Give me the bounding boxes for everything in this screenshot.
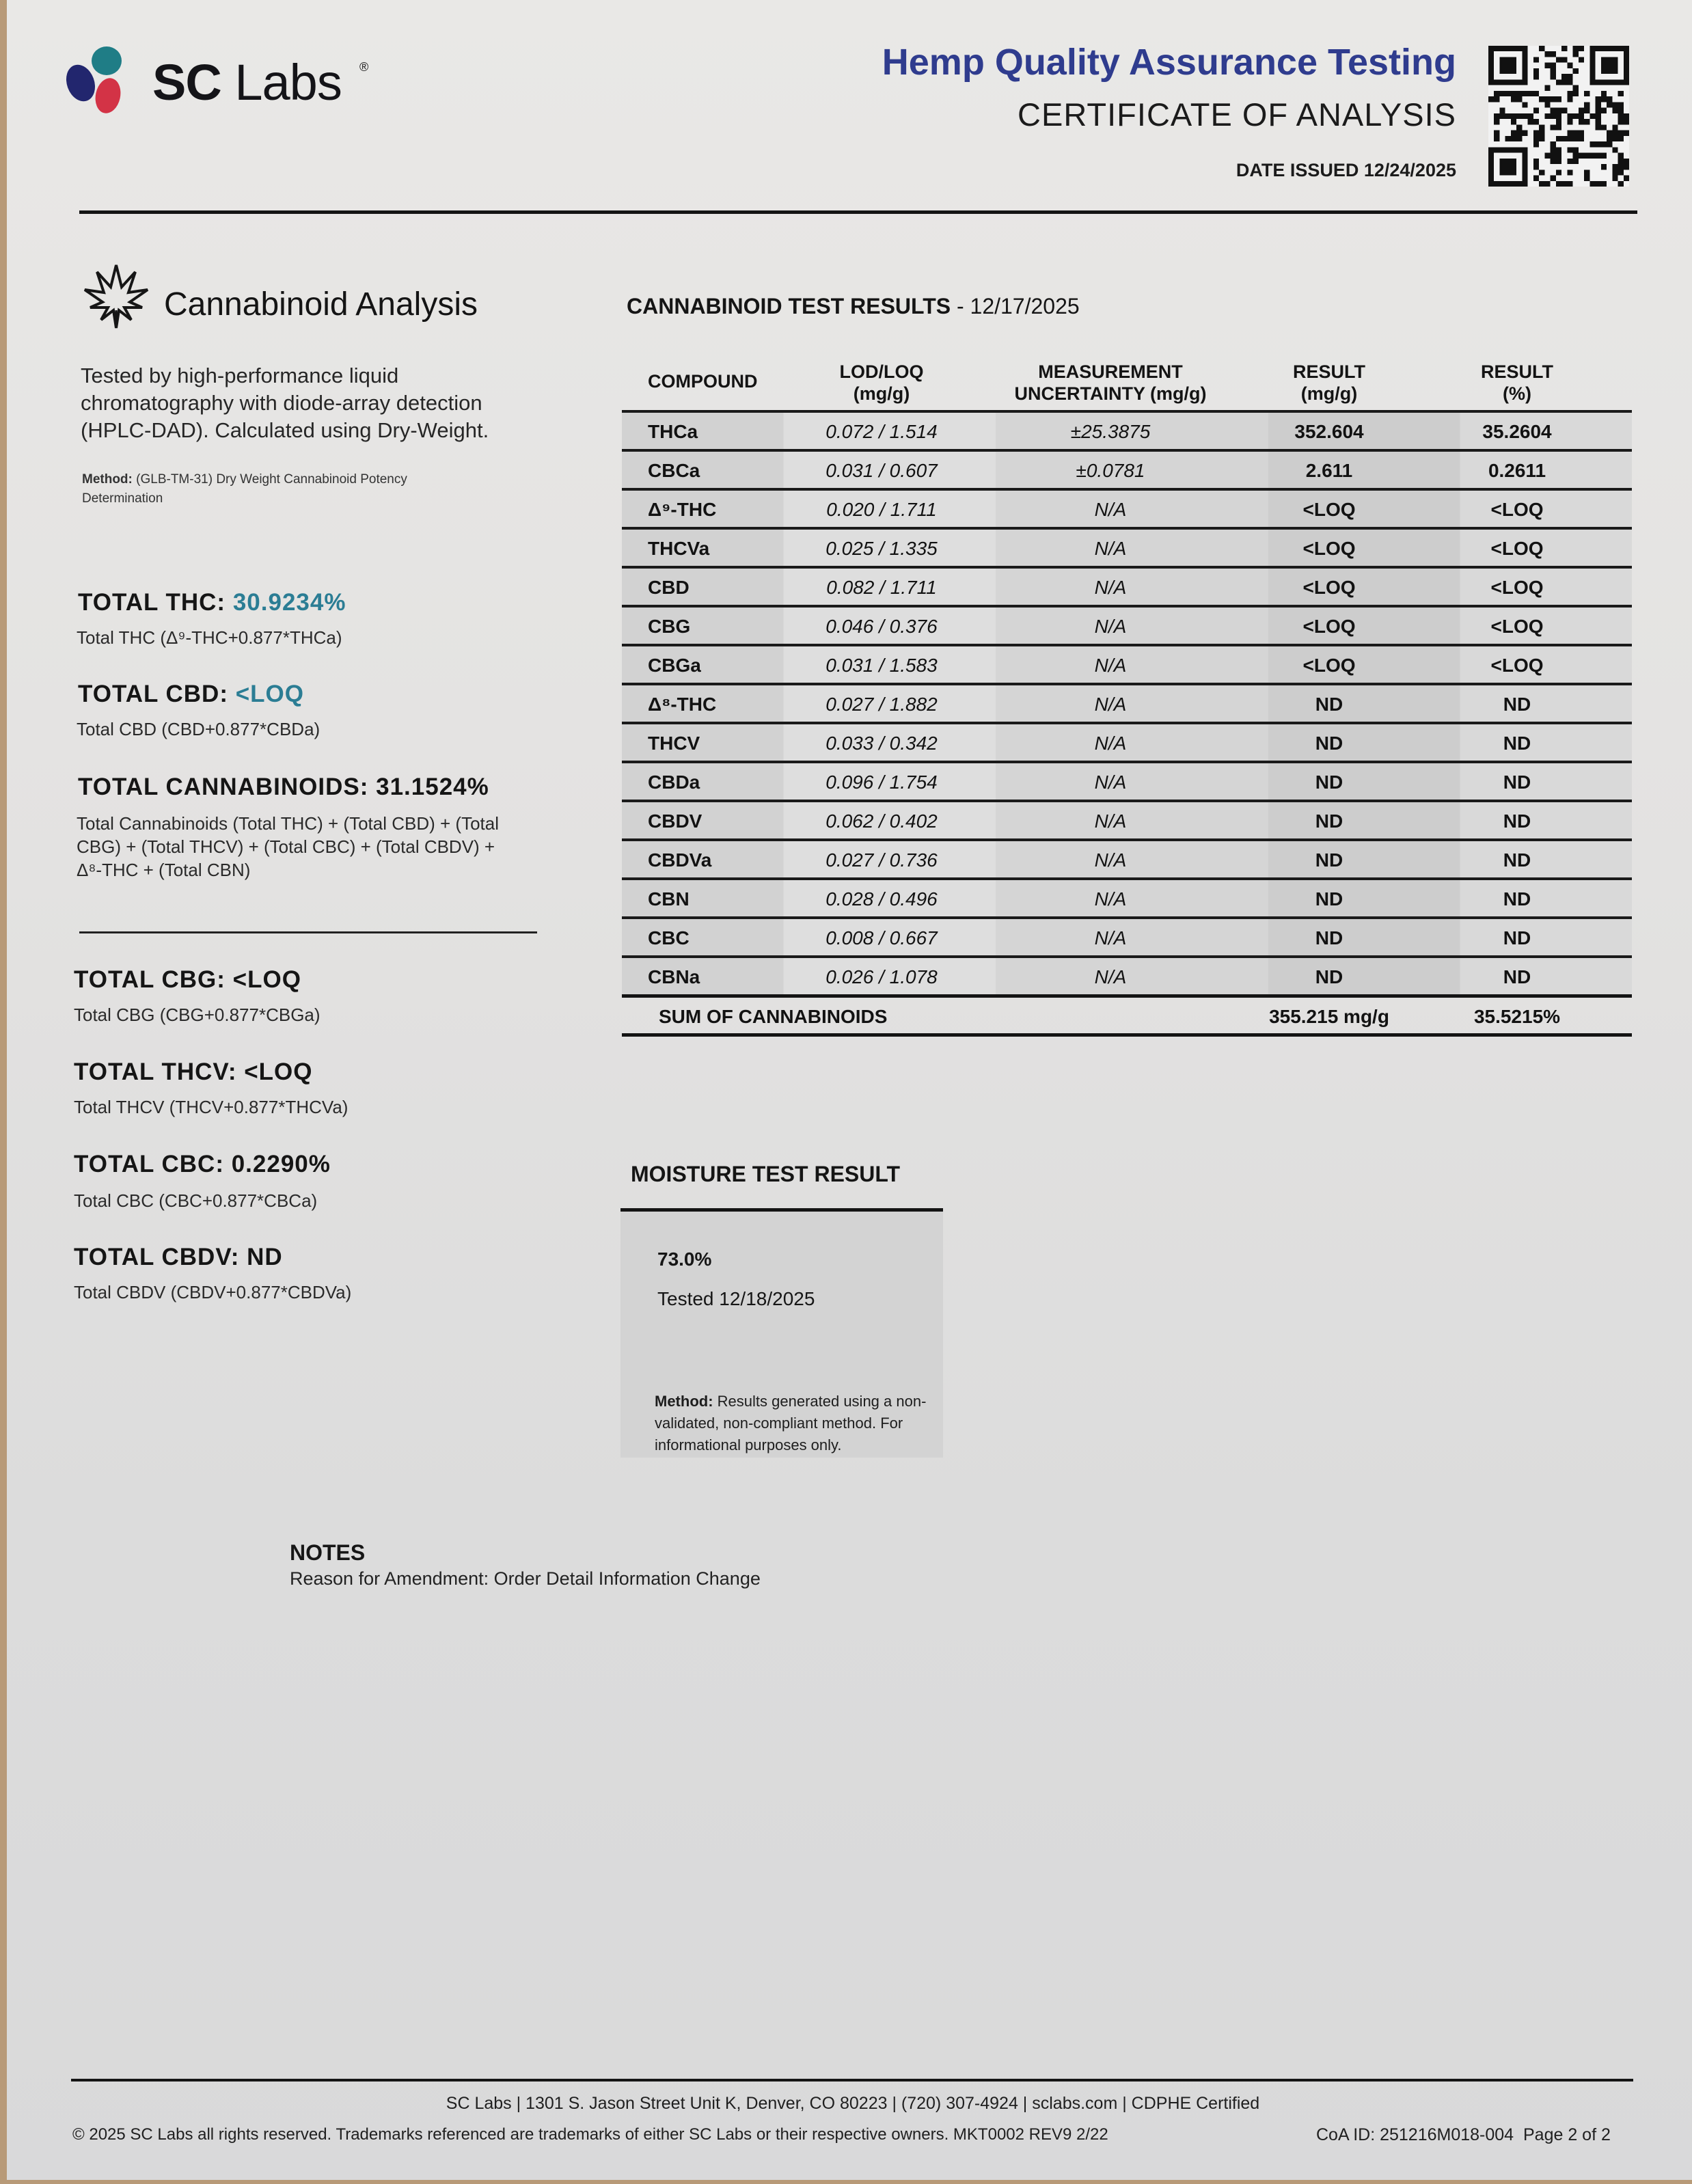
table-row (622, 449, 1632, 488)
uncertainty-cell: N/A (1094, 616, 1127, 637)
total-heading (74, 1151, 331, 1178)
method-text: (GLB-TM-31) Dry Weight Cannabinoid Potency Determination (82, 472, 407, 506)
total-formula: Total CBG (CBG+0.877*CBGa) (74, 1005, 320, 1025)
uncertainty-cell: N/A (1094, 849, 1127, 871)
lod-loq-cell: 0.027 / 0.736 (825, 849, 938, 871)
compound-cell: CBDa (648, 772, 700, 793)
footer-address: SC Labs | 1301 S. Jason Street Unit K, Denver, CO 80223 | (720) 307-4924 | sclabs.com | CDPHE Certified (446, 2094, 1260, 2113)
lod-loq-cell: 0.026 / 1.078 (825, 966, 938, 987)
table-body (622, 410, 1632, 994)
header-divider (79, 210, 1637, 214)
report-subtitle: CERTIFICATE OF ANALYSIS (1018, 96, 1456, 133)
compound-cell: THCV (648, 733, 700, 754)
brand-name (152, 53, 342, 111)
table-row (622, 916, 1632, 955)
moisture-method (655, 1391, 955, 1456)
total-formula: Total CBD (CBD+0.877*CBDa) (77, 719, 320, 739)
qr-code-icon[interactable] (1488, 46, 1629, 187)
compound-cell: THCa (648, 421, 698, 442)
uncertainty-cell: N/A (1094, 694, 1127, 715)
total-formula: Total THCV (THCV+0.877*THCVa) (74, 1097, 349, 1117)
col-header-result-pct (1415, 361, 1620, 405)
total-label: TOTAL CBD: (78, 681, 228, 707)
table-row (622, 488, 1632, 527)
total-heading (74, 1244, 283, 1271)
result-pct-cell: ND (1503, 966, 1531, 987)
sum-row (622, 994, 1632, 1037)
results-title (627, 294, 1080, 319)
col-mg-line1: RESULT (1293, 361, 1365, 382)
col-mg-line2: (mg/g) (1300, 383, 1358, 404)
compound-cell: CBGa (648, 655, 701, 676)
lod-loq-cell: 0.008 / 0.667 (825, 927, 938, 948)
uncertainty-cell: N/A (1094, 888, 1127, 910)
brand-bold: SC (152, 54, 221, 111)
total-value: <LOQ (232, 966, 301, 993)
compound-cell: CBDV (648, 810, 702, 832)
col-lod-line1: LOD/LOQ (839, 361, 924, 382)
uncertainty-cell: N/A (1094, 927, 1127, 948)
analysis-method (82, 470, 465, 508)
table-row (622, 605, 1632, 644)
result-mg-cell: ND (1315, 849, 1343, 871)
total-formula: Total THC (Δ⁹-THC+0.877*THCa) (77, 627, 342, 648)
logo-dot-teal (92, 46, 122, 75)
section-title: Cannabinoid Analysis (164, 286, 478, 323)
compound-cell: CBDVa (648, 849, 712, 871)
lod-loq-cell: 0.031 / 0.607 (825, 460, 938, 481)
result-pct-cell: 0.2611 (1488, 460, 1546, 481)
result-pct-cell: <LOQ (1490, 655, 1544, 676)
uncertainty-cell: N/A (1094, 772, 1127, 793)
table-row (622, 800, 1632, 838)
lod-loq-cell: 0.025 / 1.335 (825, 538, 938, 559)
lod-loq-cell: 0.028 / 0.496 (825, 888, 938, 910)
col-pct-line1: RESULT (1481, 361, 1553, 382)
compound-cell: CBG (648, 616, 691, 637)
table-row (622, 722, 1632, 761)
total-label: TOTAL CANNABINOIDS: (78, 774, 369, 800)
analysis-description: Tested by high-performance liquid chromatography with diode-array detection (HPLC-DAD). Calculated using Dry-Weight. (81, 364, 489, 442)
table-row (622, 527, 1632, 566)
total-formula: Total Cannabinoids (Total THC) + (Total CBD) + (Total CBG) + (Total THCV) + (Total CBC) + (Total CBDV) + Δ⁸-THC + (Total CBN) (77, 813, 499, 880)
total-formula: Total CBC (CBC+0.877*CBCa) (74, 1190, 318, 1211)
total-value: 0.2290% (231, 1151, 331, 1177)
result-pct-cell: <LOQ (1490, 577, 1544, 598)
registered-icon: ® (359, 60, 369, 74)
compound-cell: CBD (648, 577, 690, 598)
uncertainty-cell: N/A (1094, 655, 1127, 676)
lod-loq-cell: 0.031 / 1.583 (825, 655, 938, 676)
result-mg-cell: ND (1315, 888, 1343, 910)
cannabinoid-results-table (622, 355, 1632, 1037)
result-pct-cell: ND (1503, 733, 1531, 754)
result-mg-cell: ND (1315, 927, 1343, 948)
result-pct-cell: <LOQ (1490, 538, 1544, 559)
total-heading (78, 774, 489, 801)
lod-loq-cell: 0.046 / 0.376 (825, 616, 938, 637)
results-title-label: CANNABINOID TEST RESULTS (627, 294, 951, 318)
result-pct-cell: ND (1503, 772, 1531, 793)
compound-cell: Δ⁸-THC (648, 694, 717, 715)
uncertainty-cell: ±0.0781 (1076, 460, 1145, 481)
totals-divider (79, 931, 537, 933)
total-heading (78, 681, 304, 708)
result-pct-cell: ND (1503, 888, 1531, 910)
table-row (622, 877, 1632, 916)
table-row (622, 566, 1632, 605)
col-mu-line2: UNCERTAINTY (mg/g) (1014, 383, 1207, 404)
result-mg-cell: <LOQ (1302, 616, 1356, 637)
results-title-date: - 12/17/2025 (951, 294, 1080, 318)
table-row (622, 838, 1632, 877)
moisture-box (620, 1208, 943, 1458)
total-label: TOTAL CBG: (74, 966, 226, 993)
total-label: TOTAL THC: (78, 589, 226, 616)
result-pct-cell: 35.2604 (1482, 421, 1552, 442)
result-pct-cell: ND (1503, 849, 1531, 871)
result-mg-cell: 352.604 (1294, 421, 1364, 442)
total-value: ND (247, 1244, 283, 1270)
col-mu-line1: MEASUREMENT (1038, 361, 1183, 382)
lod-loq-cell: 0.027 / 1.882 (825, 694, 938, 715)
lod-loq-cell: 0.096 / 1.754 (825, 772, 938, 793)
table-row (622, 644, 1632, 683)
compound-cell: CBNa (648, 966, 700, 987)
col-header-result-mg (1257, 361, 1401, 405)
result-mg-cell: ND (1315, 733, 1343, 754)
col-pct-line2: (%) (1503, 383, 1531, 404)
coa-id: CoA ID: 251216M018-004 (1316, 2125, 1514, 2144)
footer-copyright: © 2025 SC Labs all rights reserved. Trademarks referenced are trademarks of either SC Labs or their respective owners. MKT0002 REV9 2/22 (72, 2125, 1108, 2144)
notes-title: NOTES (290, 1540, 366, 1565)
moisture-tested-date: Tested 12/18/2025 (657, 1288, 815, 1309)
result-mg-cell: ND (1315, 694, 1343, 715)
compound-cell: THCVa (648, 538, 710, 559)
method-label: Method: (82, 472, 133, 487)
uncertainty-cell: N/A (1094, 538, 1127, 559)
table-row (622, 955, 1632, 994)
table-row (622, 683, 1632, 722)
certificate-page (7, 0, 1692, 2180)
uncertainty-cell: N/A (1094, 577, 1127, 598)
col-lod-line2: (mg/g) (853, 383, 910, 404)
result-pct-cell: ND (1503, 927, 1531, 948)
report-title: Hemp Quality Assurance Testing (882, 42, 1456, 83)
brand-light: Labs (234, 54, 342, 111)
lod-loq-cell: 0.033 / 0.342 (825, 733, 938, 754)
result-pct-cell: <LOQ (1490, 616, 1544, 637)
total-value: <LOQ (244, 1059, 313, 1085)
logo-dot-red (92, 76, 124, 115)
uncertainty-cell: N/A (1094, 499, 1127, 520)
date-issued: DATE ISSUED 12/24/2025 (1236, 160, 1456, 180)
sum-result-mg: 355.215 mg/g (1269, 1006, 1389, 1027)
compound-cell: Δ⁹-THC (648, 499, 717, 520)
total-value: 31.1524% (376, 774, 489, 800)
notes-text: Reason for Amendment: Order Detail Information Change (290, 1568, 761, 1589)
footer-divider (71, 2079, 1633, 2081)
compound-cell: CBC (648, 927, 690, 948)
result-mg-cell: 2.611 (1305, 460, 1353, 481)
total-formula: Total CBDV (CBDV+0.877*CBDVa) (74, 1282, 352, 1302)
total-label: TOTAL THCV: (74, 1059, 237, 1085)
result-mg-cell: ND (1315, 810, 1343, 832)
cannabis-leaf-icon (82, 262, 150, 331)
result-mg-cell: <LOQ (1302, 655, 1356, 676)
col-compound-label: COMPOUND (648, 371, 758, 392)
moisture-title: MOISTURE TEST RESULT (631, 1162, 901, 1186)
result-pct-cell: <LOQ (1490, 499, 1544, 520)
col-header-uncertainty (991, 361, 1230, 405)
footer-ids (1316, 2125, 1611, 2145)
total-heading (78, 589, 346, 616)
total-heading (74, 966, 301, 994)
lod-loq-cell: 0.082 / 1.711 (826, 577, 937, 598)
result-pct-cell: ND (1503, 694, 1531, 715)
result-mg-cell: <LOQ (1302, 499, 1356, 520)
result-pct-cell: ND (1503, 810, 1531, 832)
total-label: TOTAL CBDV: (74, 1244, 240, 1270)
table-row (622, 410, 1632, 449)
col-header-compound (648, 370, 758, 392)
table-row (622, 761, 1632, 800)
col-header-lod-loq (779, 361, 984, 405)
compound-cell: CBCa (648, 460, 700, 481)
moisture-value: 73.0% (657, 1248, 712, 1270)
lod-loq-cell: 0.072 / 1.514 (825, 421, 938, 442)
total-value: 30.9234% (232, 589, 346, 616)
uncertainty-cell: N/A (1094, 966, 1127, 987)
table-header (622, 355, 1632, 410)
moisture-method-label: Method: (655, 1393, 713, 1410)
result-mg-cell: ND (1315, 966, 1343, 987)
sum-result-pct: 35.5215% (1473, 1006, 1561, 1027)
uncertainty-cell: N/A (1094, 810, 1127, 832)
lod-loq-cell: 0.062 / 0.402 (825, 810, 938, 832)
result-mg-cell: <LOQ (1302, 538, 1356, 559)
uncertainty-cell: ±25.3875 (1070, 421, 1151, 442)
page-number: Page 2 of 2 (1523, 2125, 1611, 2144)
total-label: TOTAL CBC: (74, 1151, 224, 1177)
moisture-method-text: Results generated using a non-validated, non-compliant method. For informational purposes only. (655, 1393, 927, 1453)
compound-cell: CBN (648, 888, 690, 910)
sc-labs-logo (67, 45, 381, 120)
result-mg-cell: <LOQ (1302, 577, 1356, 598)
total-value: <LOQ (235, 681, 304, 707)
total-heading (74, 1059, 313, 1086)
sum-label: SUM OF CANNABINOIDS (659, 1006, 888, 1027)
uncertainty-cell: N/A (1094, 733, 1127, 754)
result-mg-cell: ND (1315, 772, 1343, 793)
lod-loq-cell: 0.020 / 1.711 (826, 499, 937, 520)
